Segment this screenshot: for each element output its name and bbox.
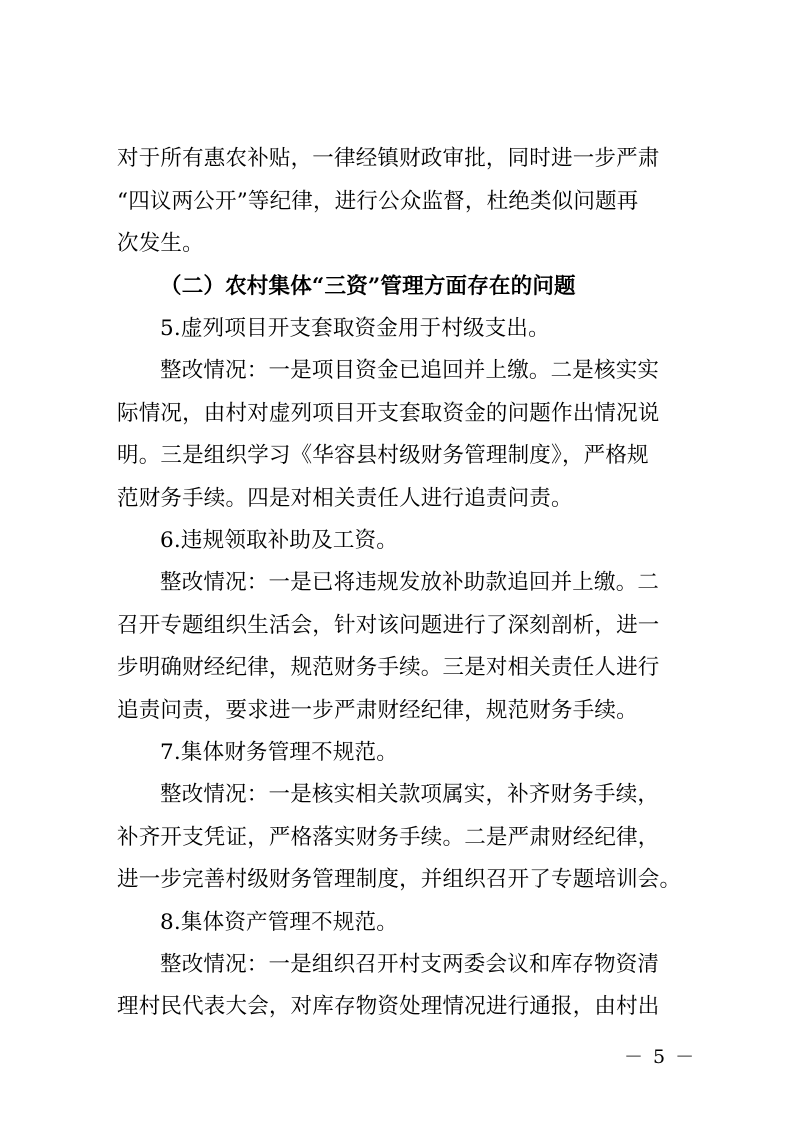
paragraph-line: “四议两公开”等纪律，进行公众监督，杜绝类似问题再 — [117, 189, 639, 214]
section-heading: （二）农村集体“三资”管理方面存在的问题 — [160, 274, 576, 299]
paragraph-line: 补齐开支凭证，严格落实财务手续。二是严肃财经纪律， — [117, 825, 660, 850]
paragraph-line: 范财务手续。四是对相关责任人进行追责问责。 — [117, 486, 573, 511]
page-number: － 5 － — [624, 1046, 697, 1068]
item-title: 7.集体财务管理不规范。 — [160, 740, 398, 765]
paragraph-line: 进一步完善村级财务管理制度，并组织召开了专题培训会。 — [117, 867, 682, 892]
paragraph-line: 整改情况：一是核实相关款项属实，补齐财务手续， — [160, 782, 660, 807]
paragraph-line: 召开专题组织生活会，针对该问题进行了深刻剖析，进一 — [117, 613, 660, 638]
item-title: 8.集体资产管理不规范。 — [160, 910, 398, 935]
paragraph-line: 整改情况：一是项目资金已追回并上缴。二是核实实 — [160, 358, 660, 383]
paragraph-line: 步明确财经纪律，规范财务手续。三是对相关责任人进行 — [117, 655, 660, 680]
paragraph-line: 对于所有惠农补贴，一律经镇财政审批，同时进一步严肃 — [117, 146, 660, 171]
paragraph-line: 追责问责，要求进一步严肃财经纪律，规范财务手续。 — [117, 698, 638, 723]
paragraph-line: 次发生。 — [117, 231, 204, 256]
item-title: 6.违规领取补助及工资。 — [160, 528, 398, 553]
paragraph-line: 明。三是组织学习《华容县村级财务管理制度》，严格规 — [117, 443, 649, 468]
paragraph-line: 整改情况：一是已将违规发放补助款追回并上缴。二 — [160, 570, 660, 595]
paragraph-line: 整改情况：一是组织召开村支两委会议和库存物资清 — [160, 952, 660, 977]
item-title: 5.虚列项目开支套取资金用于村级支出。 — [160, 316, 550, 341]
paragraph-line: 理村民代表大会，对库存物资处理情况进行通报，由村出 — [117, 994, 660, 1019]
paragraph-line: 际情况，由村对虚列项目开支套取资金的问题作出情况说 — [117, 401, 660, 426]
